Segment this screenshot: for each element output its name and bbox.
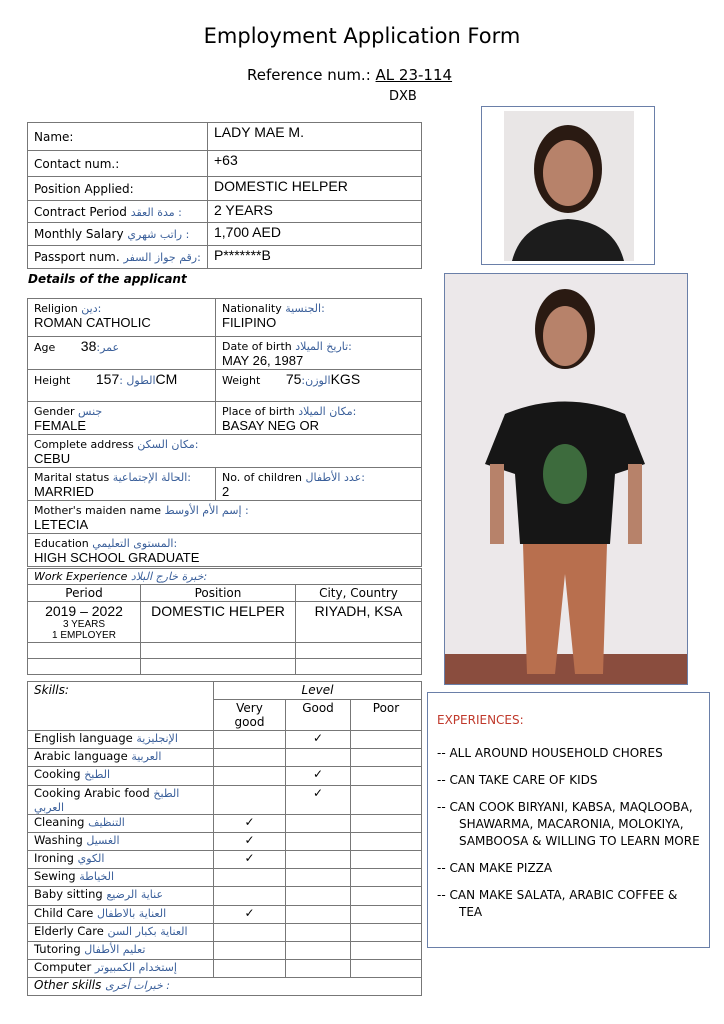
skill-level-cell: [351, 923, 422, 941]
checkmark-icon: ✓: [244, 832, 255, 847]
label-en: Religion: [34, 302, 78, 315]
empty-cell: [141, 659, 296, 675]
detail-row: [28, 337, 422, 370]
empty-cell: [28, 659, 141, 675]
skill-en: Ironing: [34, 850, 74, 865]
skill-level-cell: [286, 869, 351, 887]
work-heading: [28, 569, 422, 585]
skill-level-cell: [286, 731, 351, 749]
work-empty-row: [28, 643, 422, 659]
skill-level-cell: [351, 749, 422, 767]
skills-heading: Skills:: [28, 682, 214, 731]
checkmark-icon: ✓: [312, 731, 324, 745]
label-ar: راتب شهري :: [127, 228, 190, 241]
page-title: Employment Application Form: [203, 24, 521, 48]
work-column-header: Position: [141, 585, 296, 602]
reference-label: Reference num.:: [247, 66, 376, 84]
skill-level-cell: [214, 731, 286, 749]
skill-level-cell: [286, 767, 351, 785]
label-ar: تاريخ الميلاد:: [295, 340, 352, 353]
label-en: Marital status: [34, 471, 110, 484]
period: 2019 – 2022: [45, 603, 123, 619]
field-label: [28, 177, 208, 201]
label-en: Name:: [34, 129, 74, 144]
level-column-header: Poor: [351, 700, 422, 731]
experiences-heading: EXPERIENCES:: [437, 713, 524, 727]
skill-name: [28, 960, 214, 978]
detail-row: [28, 370, 422, 402]
label-ar: خبرة خارج البلاد:: [130, 570, 208, 583]
skill-ar: العناية بكبار السن: [107, 924, 188, 938]
skill-level-cell: [351, 850, 422, 868]
skill-row: [28, 731, 422, 749]
detail-nationality: [216, 299, 422, 337]
skill-level-cell: [286, 832, 351, 850]
skills-heading-row: [28, 682, 422, 700]
skill-name: [28, 749, 214, 767]
years: 3 YEARS: [62, 619, 106, 630]
skill-level-cell: [286, 850, 351, 868]
detail-mother: [28, 501, 422, 534]
field-label: [28, 201, 208, 223]
field-label: [28, 223, 208, 246]
label-en: Place of birth: [222, 405, 295, 418]
detail-row: [28, 501, 422, 534]
other-skills: [28, 978, 422, 996]
label-ar: دين:: [81, 302, 102, 315]
experience-item: -- CAN TAKE CARE OF KIDS: [437, 773, 598, 787]
label-ar: عدد الأطفال:: [305, 471, 365, 484]
employers: 1 EMPLOYER: [52, 630, 116, 641]
label-ar: رقم جواز السفر:: [123, 251, 201, 264]
detail-gender: [28, 402, 216, 435]
skill-level-cell: [351, 905, 422, 923]
skill-level-cell: [351, 731, 422, 749]
detail-value: MARRIED: [34, 484, 94, 499]
info-row: [28, 223, 422, 246]
experiences-box: [427, 692, 710, 948]
label-ar: خبرات أخرى :: [105, 979, 171, 993]
detail-row: [28, 534, 422, 567]
skill-row: [28, 887, 422, 905]
info-row: [28, 246, 422, 269]
reference-value: AL 23-114: [375, 66, 453, 84]
skill-level-cell: [286, 923, 351, 941]
detail-row: [28, 468, 422, 501]
empty-cell: [296, 659, 422, 675]
label-ar: مكان الميلاد:: [298, 405, 357, 418]
work-heading-row: [28, 569, 422, 585]
checkmark-icon: ✓: [244, 905, 255, 920]
detail-religion: [28, 299, 216, 337]
label-ar: الجنسية:: [285, 302, 325, 315]
skill-name: [28, 905, 214, 923]
skill-level-cell: [351, 832, 422, 850]
detail-weight: [216, 370, 422, 402]
skill-level-cell: [351, 869, 422, 887]
skill-name: [28, 832, 214, 850]
skill-level-cell: [214, 887, 286, 905]
skill-level-cell: [286, 941, 351, 959]
skill-name: [28, 850, 214, 868]
work-experience-table: [27, 568, 422, 675]
label-ar: الطول :: [119, 374, 156, 387]
info-row: [28, 201, 422, 223]
checkmark-icon: ✓: [312, 785, 324, 800]
skill-level-cell: [214, 850, 286, 868]
skill-ar: الإنجليزية: [136, 732, 178, 745]
label-en: Work Experience: [34, 570, 128, 583]
detail-dob: [216, 337, 422, 370]
applicant-full-body-photo: [444, 273, 688, 685]
label-en: Complete address: [34, 438, 134, 451]
field-label: [28, 151, 208, 177]
skill-ar: تعليم الأطفال: [84, 942, 146, 956]
work-period: [28, 602, 141, 643]
work-position: DOMESTIC HELPER: [141, 602, 296, 643]
skill-level-cell: [214, 814, 286, 832]
skills-table: [27, 681, 422, 996]
label-en: Date of birth: [222, 340, 292, 353]
skill-ar: الطبخ العربي: [34, 786, 180, 814]
label-ar: إسم الأم الأوسط :: [164, 504, 249, 517]
skill-en: Computer: [34, 960, 92, 975]
empty-cell: [141, 643, 296, 659]
detail-marital: [28, 468, 216, 501]
other-skills-row: [28, 978, 422, 996]
skill-name: [28, 869, 214, 887]
work-row: [28, 602, 422, 643]
info-row: [28, 151, 422, 177]
skill-ar: الغسيل: [86, 833, 120, 847]
detail-row: [28, 299, 422, 337]
detail-pob: [216, 402, 422, 435]
skill-level-cell: [214, 832, 286, 850]
skill-level-cell: [351, 887, 422, 905]
skill-level-cell: [214, 941, 286, 959]
detail-value: BASAY NEG OR: [222, 418, 320, 433]
skill-level-cell: [214, 767, 286, 785]
detail-height: [28, 370, 216, 402]
work-location: RIYADH, KSA: [296, 602, 422, 643]
label-en: Contact num.:: [34, 156, 120, 171]
label-en: Position Applied:: [34, 181, 134, 196]
field-label: [28, 123, 208, 151]
field-value: 1,700 AED: [208, 223, 422, 246]
skill-level-cell: [214, 923, 286, 941]
full-body-image: [445, 274, 687, 684]
label-ar: المستوى التعليمي:: [92, 537, 178, 550]
applicant-details-table: [27, 298, 422, 567]
detail-value: 157CM: [95, 371, 178, 387]
field-value: LADY MAE M.: [208, 123, 422, 151]
skill-level-cell: [286, 749, 351, 767]
skill-row: [28, 905, 422, 923]
skill-level-cell: [286, 785, 351, 814]
skill-en: Arabic language: [34, 749, 128, 764]
skill-ar: العربية: [131, 750, 162, 764]
skill-level-cell: [286, 960, 351, 978]
label-en: Mother's maiden name: [34, 504, 161, 517]
skill-en: Baby sitting: [34, 887, 103, 902]
skill-ar: الخياطة: [79, 870, 115, 884]
skill-row: [28, 869, 422, 887]
skill-name: [28, 941, 214, 959]
skill-level-cell: [214, 869, 286, 887]
label-ar: الوزن:: [301, 374, 331, 387]
work-columns-row: [28, 585, 422, 602]
label-ar: الحالة الإجتماعية:: [112, 471, 191, 484]
empty-cell: [28, 643, 141, 659]
skill-name: [28, 923, 214, 941]
detail-value: HIGH SCHOOL GRADUATE: [34, 550, 200, 565]
skill-level-cell: [214, 749, 286, 767]
detail-education: [28, 534, 422, 567]
experience-item: -- CAN MAKE PIZZA: [437, 861, 553, 875]
skill-ar: عناية الرضيع: [106, 888, 164, 902]
detail-value: ROMAN CATHOLIC: [34, 315, 151, 330]
skill-level-cell: [351, 814, 422, 832]
skill-level-cell: [351, 767, 422, 785]
checkmark-icon: ✓: [312, 767, 324, 782]
label-en: Education: [34, 537, 89, 550]
level-column-header: Good: [286, 700, 351, 731]
work-column-header: Period: [28, 585, 141, 602]
label-en: No. of children: [222, 471, 302, 484]
skill-name: [28, 731, 214, 749]
skill-ar: العناية بالاطفال: [96, 906, 167, 920]
label-en: Weight: [222, 374, 261, 387]
details-heading: Details of the applicant: [28, 272, 187, 286]
skill-en: Cooking Arabic food: [34, 785, 150, 800]
skill-row: [28, 850, 422, 868]
skill-en: Tutoring: [34, 941, 81, 956]
skill-row: [28, 767, 422, 785]
detail-value: MAY 26, 1987: [222, 353, 304, 368]
skill-ar: الكوي: [77, 851, 105, 865]
skill-level-cell: [286, 905, 351, 923]
skill-en: Washing: [34, 832, 83, 847]
skill-row: [28, 923, 422, 941]
skill-level-cell: [286, 814, 351, 832]
skill-en: Elderly Care: [34, 923, 104, 938]
skill-en: English language: [34, 731, 133, 745]
label-ar: جنس: [78, 405, 103, 418]
skill-row: [28, 941, 422, 959]
detail-value: LETECIA: [34, 517, 89, 532]
skill-ar: إستخدام الكمبيوتر: [94, 961, 177, 975]
skill-name: [28, 814, 214, 832]
skill-row: [28, 960, 422, 978]
skill-row: [28, 814, 422, 832]
checkmark-icon: ✓: [244, 850, 255, 865]
skill-row: [28, 749, 422, 767]
skill-level-cell: [286, 887, 351, 905]
level-heading: Level: [214, 682, 422, 700]
skill-level-cell: [214, 785, 286, 814]
basic-info-table: [27, 122, 422, 269]
label-en: Height: [34, 374, 71, 387]
skill-row: [28, 832, 422, 850]
skill-level-cell: [351, 785, 422, 814]
label-ar: مدة العقد :: [130, 205, 182, 219]
experience-item: -- CAN COOK BIRYANI, KABSA, MAQLOOBA, SHAWARMA, MACARONIA, MOLOKIYA, SAMBOOSA & WILLING TO LEARN MORE: [437, 800, 700, 848]
skill-level-cell: [214, 960, 286, 978]
work-empty-row: [28, 659, 422, 675]
skill-ar: الطبخ: [84, 768, 111, 782]
level-column-header: Very good: [214, 700, 286, 731]
field-label: [28, 246, 208, 269]
reference-number: [247, 66, 452, 84]
detail-value: 38: [80, 338, 97, 354]
branch-code: DXB: [389, 89, 417, 104]
skill-en: Sewing: [34, 869, 76, 884]
detail-row: [28, 435, 422, 468]
skill-en: Cooking: [34, 767, 81, 782]
portrait-image: [482, 107, 654, 264]
field-value: 2 YEARS: [208, 201, 422, 223]
detail-value: FEMALE: [34, 418, 87, 433]
empty-cell: [296, 643, 422, 659]
checkmark-icon: ✓: [244, 814, 255, 829]
label-en: Passport num.: [34, 250, 120, 264]
field-value: P*******B: [208, 246, 422, 269]
detail-value: 75KGS: [285, 371, 361, 387]
experience-item: -- ALL AROUND HOUSEHOLD CHORES: [437, 746, 663, 760]
skill-name: [28, 785, 214, 814]
info-row: [28, 123, 422, 151]
detail-value: FILIPINO: [222, 315, 277, 330]
label-en: Other skills: [34, 978, 102, 993]
field-value: DOMESTIC HELPER: [208, 177, 422, 201]
applicant-portrait-photo: [481, 106, 655, 265]
skill-level-cell: [214, 905, 286, 923]
detail-age: [28, 337, 216, 370]
skill-en: Child Care: [34, 905, 94, 920]
label-en: Contract Period: [34, 204, 127, 219]
detail-value: 2: [222, 484, 230, 499]
detail-row: [28, 402, 422, 435]
experience-item: -- CAN MAKE SALATA, ARABIC COFFEE & TEA: [437, 888, 678, 919]
field-value: +63: [208, 151, 422, 177]
info-row: [28, 177, 422, 201]
label-ar: عمر:: [96, 341, 120, 354]
detail-address: [28, 435, 422, 468]
skill-ar: التنظيف: [88, 815, 125, 829]
detail-value: CEBU: [34, 451, 71, 466]
detail-children: [216, 468, 422, 501]
label-ar: مكان السكن:: [137, 438, 199, 451]
label-en: Monthly Salary: [34, 227, 124, 241]
work-column-header: City, Country: [296, 585, 422, 602]
label-en: Age: [34, 341, 56, 354]
skill-name: [28, 767, 214, 785]
skill-row: [28, 785, 422, 814]
skill-name: [28, 887, 214, 905]
label-en: Nationality: [222, 302, 282, 315]
skill-level-cell: [351, 960, 422, 978]
skill-en: Cleaning: [34, 814, 85, 829]
label-en: Gender: [34, 405, 75, 418]
skill-level-cell: [351, 941, 422, 959]
